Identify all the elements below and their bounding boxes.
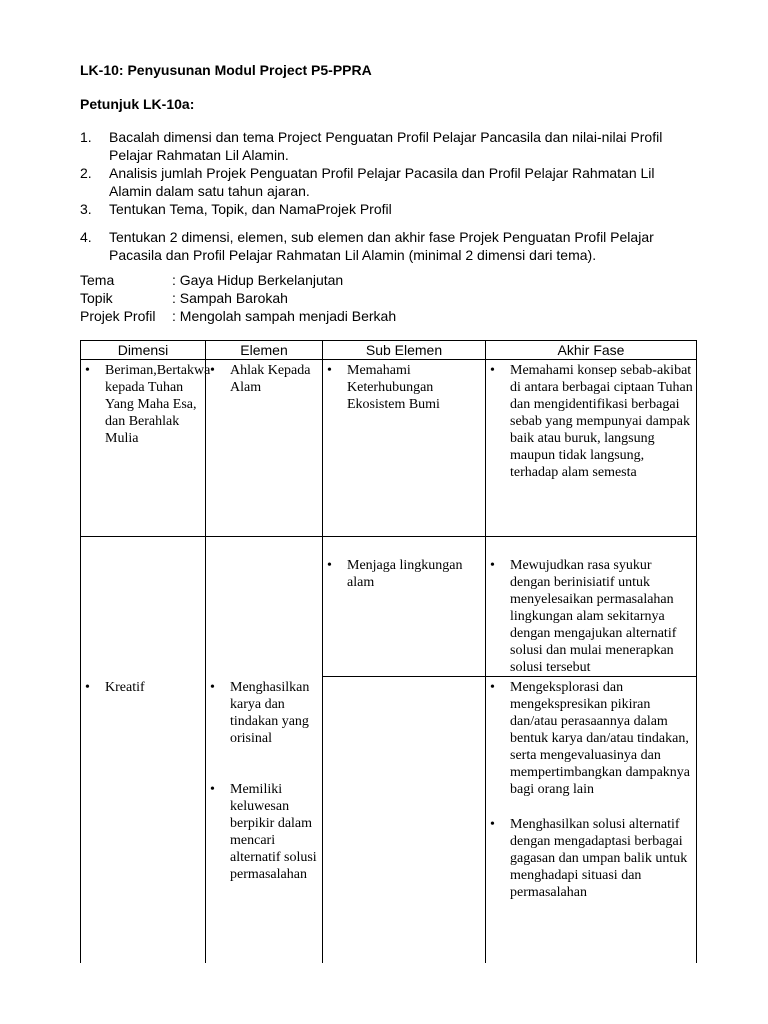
bullet-item: • Menghasilkan karya dan tindakan yang orisinal xyxy=(206,679,319,747)
bullet-item: • Memahami Keterhubungan Ekosistem Bumi xyxy=(323,362,482,413)
table-row xyxy=(81,360,697,537)
list-text: Tentukan 2 dimensi, elemen, sub elemen dan akhir fase Projek Penguatan Profil Pelajar Pacasila dan Profil Pelajar Rahmatan Lil Alamin (minimal 2 dimensi dari tema). xyxy=(109,229,654,263)
instruction-list xyxy=(80,128,700,264)
cell-akhir-fase xyxy=(486,537,697,677)
cell-elemen xyxy=(206,537,323,677)
meta-value: : Gaya Hidup Berkelanjutan xyxy=(172,272,344,288)
cell-akhir-fase xyxy=(486,360,697,537)
bullet-item: • Mengeksplorasi dan mengekspresikan pikiran dan/atau perasaannya dalam bentuk karya dan/atau tindakan, serta mengevaluasinya dan mempertimbangkan dampaknya bagi orang lain xyxy=(486,679,693,798)
header-sub-elemen: Sub Elemen xyxy=(323,341,486,360)
bullet-item: • Beriman,Bertakwa kepada Tuhan Yang Maha Esa, dan Berahlak Mulia xyxy=(81,362,202,447)
list-number: 2. xyxy=(80,165,92,181)
meta-key: Projek Profil xyxy=(80,308,156,324)
cell-sub-elemen xyxy=(323,677,486,964)
meta-value: : Sampah Barokah xyxy=(172,290,288,306)
page-title: LK-10: Penyusunan Modul Project P5-PPRA xyxy=(80,62,372,78)
dimension-table xyxy=(80,340,697,963)
list-text: Bacalah dimensi dan tema Project Penguatan Profil Pelajar Pancasila dan nilai-nilai Profil Pelajar Rahmatan Lil Alamin. xyxy=(109,129,663,163)
bullet-item: • Mewujudkan rasa syukur dengan berinisiatif untuk menyelesaikan permasalahan lingkungan alam sekitarnya dengan mengajukan alternatif solusi dan mulai menerapkan solusi tersebut xyxy=(486,557,693,676)
cell-sub-elemen xyxy=(323,537,486,677)
cell-dimensi xyxy=(81,677,206,964)
bullet-item: • Kreatif xyxy=(81,679,202,696)
list-text: Tentukan Tema, Topik, dan NamaProjek Profil xyxy=(109,201,392,217)
table-row xyxy=(81,677,697,964)
header-dimensi: Dimensi xyxy=(81,341,206,360)
list-item xyxy=(80,164,700,200)
meta-tema xyxy=(80,271,396,289)
meta-value: : Mengolah sampah menjadi Berkah xyxy=(172,308,397,324)
list-number: 4. xyxy=(80,229,92,245)
cell-elemen xyxy=(206,677,323,964)
list-item xyxy=(80,228,700,264)
cell-elemen xyxy=(206,360,323,537)
list-item xyxy=(80,200,700,218)
cell-dimensi xyxy=(81,537,206,677)
cell-dimensi xyxy=(81,360,211,537)
meta-key: Topik xyxy=(80,290,113,306)
list-item xyxy=(80,128,700,164)
bullet-item: • Memahami konsep sebab-akibat di antara berbagai ciptaan Tuhan dan mengidentifikasi berbagai sebab yang mempunyai dampak baik atau buruk, langsung maupun tidak langsung, terhadap alam semesta xyxy=(486,362,693,481)
bullet-item: • Memiliki keluwesan berpikir dalam mencari alternatif solusi permasalahan xyxy=(206,781,319,883)
cell-akhir-fase xyxy=(486,677,697,964)
table-header-row xyxy=(81,341,697,360)
instructions-heading: Petunjuk LK-10a: xyxy=(80,96,195,112)
header-akhir-fase: Akhir Fase xyxy=(486,341,697,360)
bullet-item: • Menjaga lingkungan alam xyxy=(323,557,482,591)
list-number: 1. xyxy=(80,129,92,145)
project-meta xyxy=(80,271,396,325)
meta-key: Tema xyxy=(80,272,115,288)
header-elemen: Elemen xyxy=(206,341,323,360)
bullet-item: • Menghasilkan solusi alternatif dengan mengadaptasi berbagai gagasan dan umpan balik untuk menghadapi situasi dan permasalahan xyxy=(486,816,693,901)
meta-projek xyxy=(80,307,396,325)
bullet-item: • Ahlak Kepada Alam xyxy=(206,362,319,396)
table-row xyxy=(81,537,697,677)
list-number: 3. xyxy=(80,201,92,217)
cell-sub-elemen xyxy=(323,360,486,537)
meta-topik xyxy=(80,289,396,307)
list-text: Analisis jumlah Projek Penguatan Profil Pelajar Pacasila dan Profil Pelajar Rahmatan Lil Alamin dalam satu tahun ajaran. xyxy=(109,165,655,199)
